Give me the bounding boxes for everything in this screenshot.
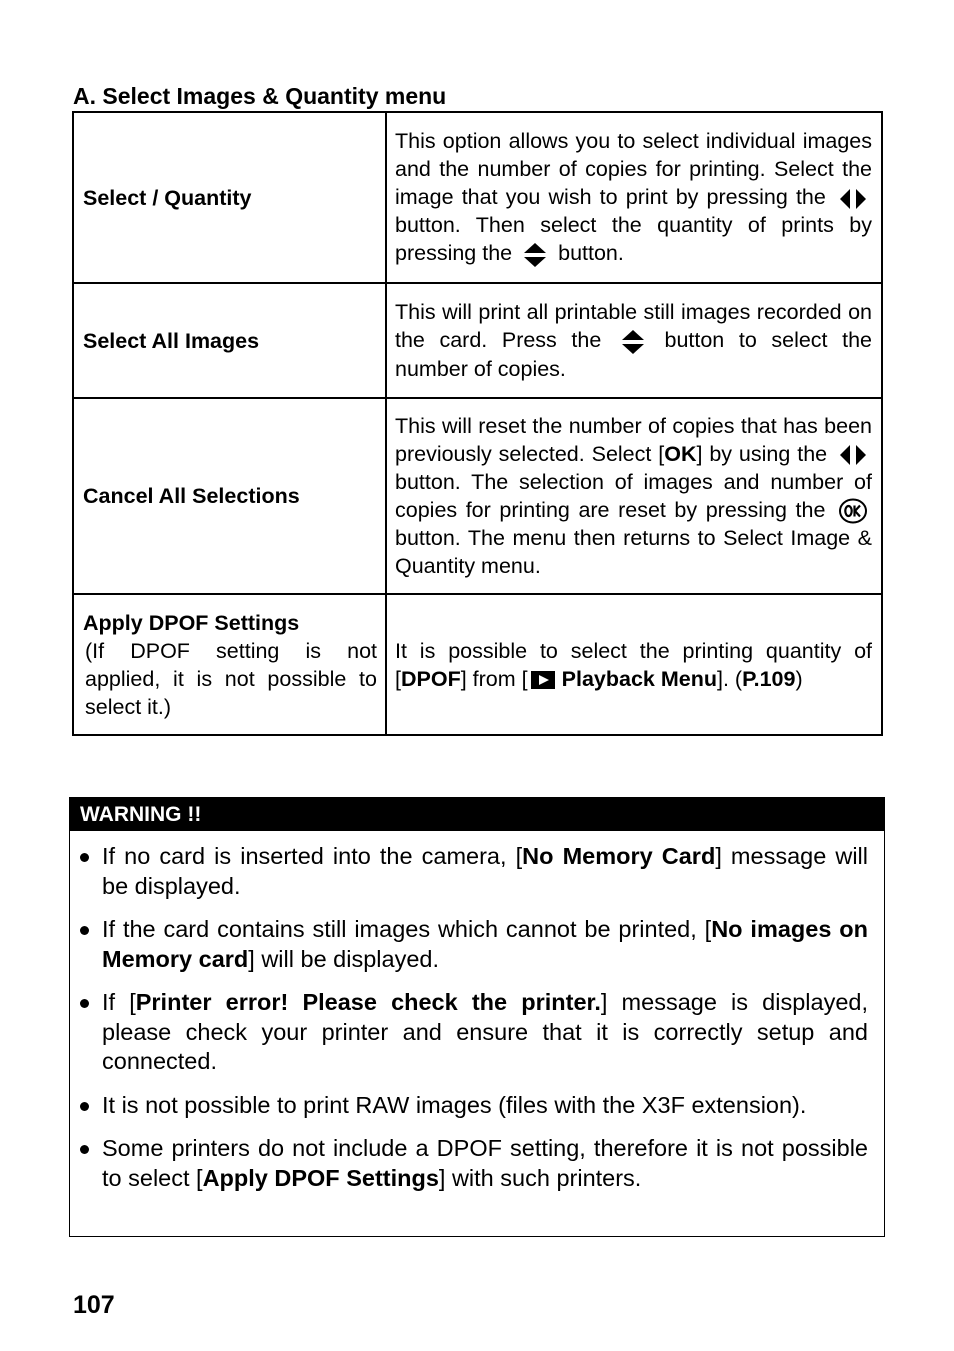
option-label: Select All Images (83, 328, 260, 353)
option-description-cell (386, 112, 882, 283)
warning-emphasis: No Memory Card (522, 843, 716, 869)
table-row (73, 112, 882, 283)
option-label: Cancel All Selections (83, 484, 300, 508)
description-text: It is possible to select the printing quantity of [ (395, 638, 872, 691)
playback-icon (530, 670, 556, 690)
warning-text: If [ (102, 989, 136, 1015)
page-reference: P.109 (742, 666, 796, 691)
ok-button-icon (838, 498, 868, 524)
bullet-icon (80, 1102, 89, 1111)
dpof-label: DPOF (400, 666, 461, 691)
option-description-cell (386, 594, 882, 735)
table-row (73, 283, 882, 398)
table-row (73, 594, 882, 735)
description-text: button. The selection of images and number of copies for printing are reset by pressing the (395, 469, 872, 522)
warning-text: Some printers do not include a DPOF setting, therefore it is not possible to select [ (102, 1135, 868, 1191)
option-label: Select / Quantity (83, 185, 252, 210)
warning-emphasis: Printer error! Please check the printer. (135, 989, 601, 1015)
bullet-icon (80, 999, 89, 1008)
playback-menu-label: Playback Menu (561, 666, 717, 691)
description-text: ]. ( (716, 666, 743, 691)
option-label-cell (73, 594, 386, 735)
warning-text: If no card is inserted into the camera, [ (102, 843, 523, 869)
warning-title: WARNING !! (70, 798, 884, 831)
description-text: This will print all printable still images recorded on the card. Press the (395, 300, 872, 353)
list-item (80, 1091, 868, 1121)
description-text: ) (795, 666, 803, 691)
option-description-cell (386, 283, 882, 398)
section-heading: A. Select Images & Quantity menu (73, 83, 447, 109)
option-label: Apply DPOF Settings (83, 610, 300, 635)
left-right-arrows-icon (838, 188, 868, 210)
warning-text: If the card contains still images which cannot be printed, [ (102, 916, 712, 942)
description-text: button. The menu then returns to Select Image & Quantity menu. (395, 526, 872, 579)
warning-text: ] message is displayed, please check your printer and ensure that it is correctly setup and connected. (102, 989, 868, 1074)
warning-text: It is not possible to print RAW images (files with the X3F extension). (102, 1091, 807, 1118)
up-down-arrows-icon (620, 329, 646, 355)
option-description-cell (386, 398, 882, 594)
option-sublabel: (If DPOF setting is not applied, it is not possible to select it.) (85, 638, 377, 719)
warning-text: ] with such printers. (438, 1164, 642, 1191)
page-number: 107 (73, 1291, 115, 1319)
up-down-arrows-icon (522, 242, 548, 268)
description-text: ] by using the (696, 441, 828, 466)
warning-box (69, 797, 885, 1237)
list-item (80, 842, 868, 901)
bullet-icon (80, 926, 89, 935)
bullet-icon (80, 853, 89, 862)
warning-emphasis: Apply DPOF Settings (202, 1164, 439, 1191)
option-label-cell (73, 398, 386, 594)
description-text: This will reset the number of copies that has been previously selected. Select [ (395, 413, 872, 466)
warning-list (70, 831, 884, 1193)
table-row (73, 398, 882, 594)
description-text: button. (558, 241, 624, 266)
warning-text: ] will be displayed. (248, 945, 439, 972)
list-item (80, 915, 868, 974)
option-label-cell (73, 112, 386, 283)
option-label-cell (73, 283, 386, 398)
description-text: ] from [ (460, 666, 528, 691)
description-text: button to select the number of copies. (395, 328, 872, 381)
list-item (80, 1134, 868, 1193)
warning-emphasis: No images on Memory card (102, 916, 868, 972)
ok-label: OK (664, 441, 697, 466)
list-item (80, 988, 868, 1077)
left-right-arrows-icon (838, 444, 868, 466)
warning-text: ] message will be displayed. (102, 843, 868, 899)
menu-options-table (72, 111, 883, 736)
bullet-icon (80, 1145, 89, 1154)
description-text: This option allows you to select individual images and the number of copies for printing. Select the image that you wish to print by pressing the (395, 129, 872, 210)
description-text: button. Then select the quantity of prints by pressing the (395, 213, 872, 266)
